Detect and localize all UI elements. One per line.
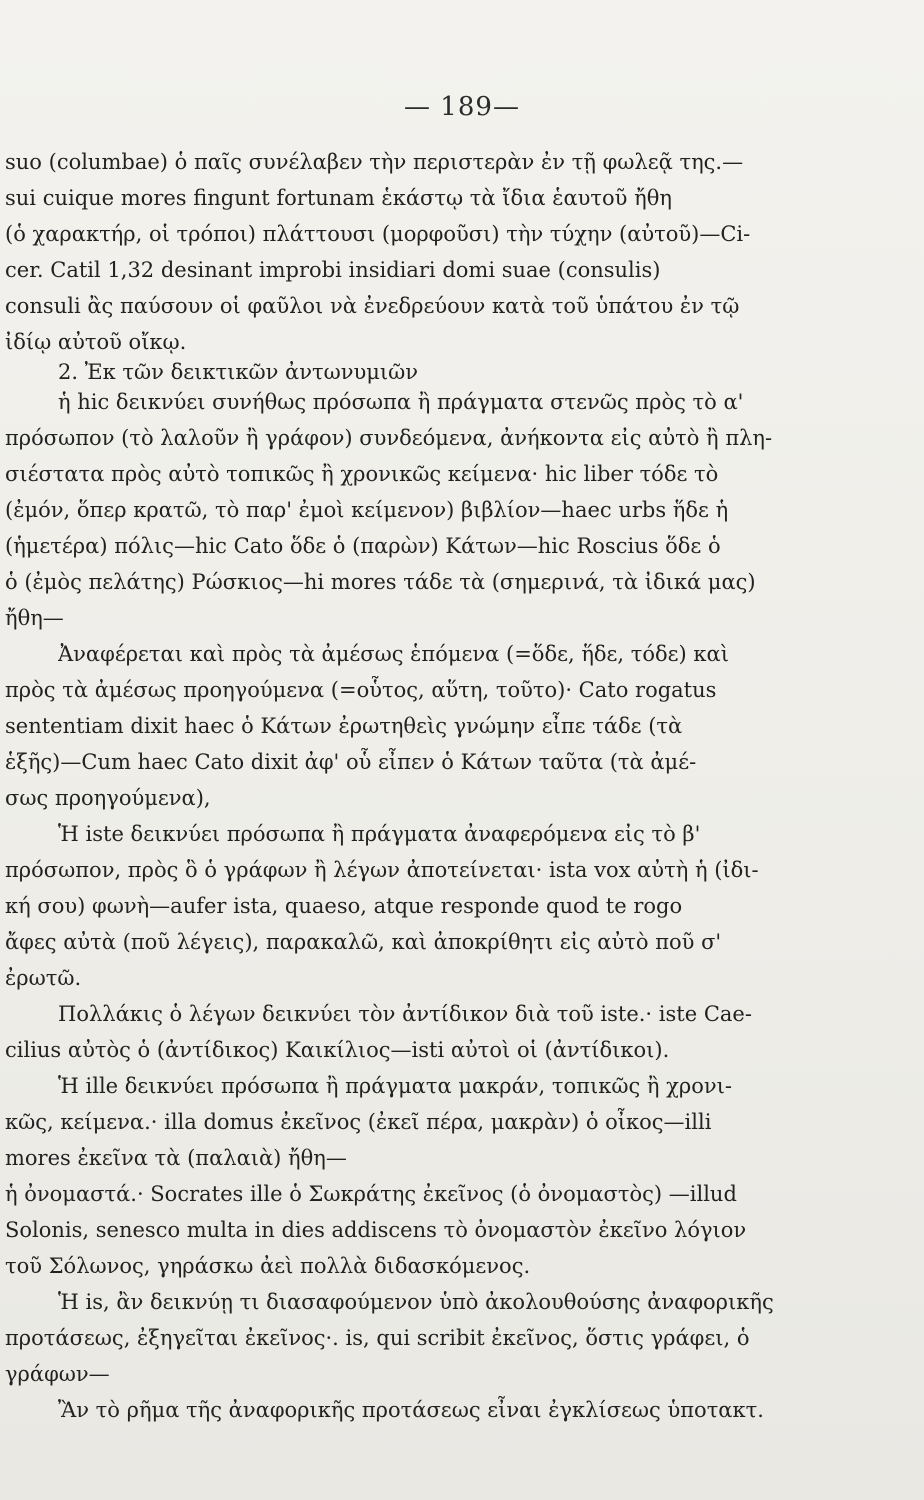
text-line: ἄφες αὐτὰ (ποῦ λέγεις), παρακαλῶ, καὶ ἀποκρίθητι εἰς αὐτὸ ποῦ σ'	[5, 930, 722, 954]
text-line: Ἂν τὸ ρῆμα τῆς ἀναφορικῆς προτάσεως εἶναι ἐγκλίσεως ὑποτακτ.	[58, 1398, 764, 1422]
text-line: suo (columbae) ὁ παῖς συνέλαβεν τὴν περιστερὰν ἐν τῇ φωλεᾷ της.—	[5, 150, 744, 174]
text-line: ἐρωτῶ.	[5, 966, 82, 990]
text-line: sui cuique mores fingunt fortunam ἑκάστῳ τὰ ἴδια ἑαυτοῦ ἤθη	[5, 186, 672, 210]
text-line: Ἡ iste δεικνύει πρόσωπα ἢ πράγματα ἀναφερόμενα εἰς τὸ β'	[58, 822, 701, 846]
text-line: γράφων—	[5, 1362, 110, 1386]
text-line: ἰδίῳ αὐτοῦ οἴκῳ.	[5, 330, 187, 354]
section-heading: 2. Ἐκ τῶν δεικτικῶν ἀντωνυμιῶν	[58, 360, 419, 384]
text-line: cer. Catil 1,32 desinant improbi insidiari domi suae (consulis)	[5, 258, 661, 282]
text-line: πρόσωπον (τὸ λαλοῦν ἢ γράφον) συνδεόμενα, ἀνήκοντα εἰς αὐτὸ ἢ πλη-	[5, 426, 773, 450]
text-line: mores ἐκεῖνα τὰ (παλαιὰ) ἤθη—	[5, 1146, 347, 1170]
text-line: Ἀναφέρεται καὶ πρὸς τὰ ἀμέσως ἑπόμενα (=ὅδε, ἥδε, τόδε) καὶ	[58, 642, 729, 666]
text-line: (ἐμόν, ὅπερ κρατῶ, τὸ παρ' ἐμοὶ κείμενον) βιβλίον—haec urbs ἥδε ἡ	[5, 498, 729, 522]
text-line: σιέστατα πρὸς αὐτὸ τοπικῶς ἢ χρονικῶς κείμενα· hic liber τόδε τὸ	[5, 462, 719, 486]
text-line: προτάσεως, ἐξηγεῖται ἐκεῖνος·. is, qui scribit ἐκεῖνος, ὅστις γράφει, ὁ	[5, 1326, 750, 1350]
text-line: τοῦ Σόλωνος, γηράσκω ἀεὶ πολλὰ διδασκόμενος.	[5, 1254, 531, 1278]
text-line: ὁ (ἐμὸς πελάτης) Ρώσκιος—hi mores τάδε τὰ (σημερινά, τὰ ἰδικά μας)	[5, 570, 756, 594]
text-line: cilius αὐτὸς ὁ (ἀντίδικος) Καικίλιος—isti αὐτοὶ οἱ (ἀντίδικοι).	[5, 1038, 670, 1062]
page-number: — 189—	[404, 92, 520, 122]
text-line: πρόσωπον, πρὸς ὃ ὁ γράφων ἢ λέγων ἀποτείνεται· ista vox αὐτὴ ἡ (ἰδι-	[5, 858, 759, 882]
text-line: πρὸς τὰ ἀμέσως προηγούμενα (=οὗτος, αὕτη, τοῦτο)· Cato rogatus	[5, 678, 717, 702]
text-line: sententiam dixit haec ὁ Κάτων ἐρωτηθεὶς γνώμην εἶπε τάδε (τὰ	[5, 714, 683, 738]
text-line: ἤθη—	[5, 606, 64, 630]
text-line: σως προηγούμενα),	[5, 786, 211, 810]
text-line: κή σου) φωνὴ—aufer ista, quaeso, atque responde quod te rogo	[5, 894, 683, 918]
text-line: ἑξῆς)—Cum haec Cato dixit ἀφ' οὗ εἶπεν ὁ Κάτων ταῦτα (τὰ ἀμέ-	[5, 750, 697, 774]
text-line: Ἡ is, ἂν δεικνύῃ τι διασαφούμενον ὑπὸ ἀκολουθούσης ἀναφορικῆς	[58, 1290, 774, 1314]
text-line: ἡ hic δεικνύει συνήθως πρόσωπα ἢ πράγματα στενῶς πρὸς τὸ α'	[58, 390, 744, 414]
text-line: κῶς, κείμενα.· illa domus ἐκεῖνος (ἐκεῖ πέρα, μακρὰν) ὁ οἶκος—illi	[5, 1110, 712, 1134]
text-line: (ὁ χαρακτήρ, οἱ τρόποι) πλάττουσι (μορφοῦσι) τὴν τύχην (αὐτοῦ)—Ci-	[5, 222, 751, 246]
text-line: (ἡμετέρα) πόλις—hic Cato ὅδε ὁ (παρὼν) Κάτων—hic Roscius ὅδε ὁ	[5, 534, 721, 558]
text-line: Πολλάκις ὁ λέγων δεικνύει τὸν ἀντίδικον διὰ τοῦ iste.· iste Cae-	[58, 1002, 752, 1026]
text-line: Solonis, senesco multa in dies addiscens τὸ ὀνομαστὸν ἐκεῖνο λόγιον	[5, 1218, 747, 1242]
text-line: ἡ ὀνομαστά.· Socrates ille ὁ Σωκράτης ἐκεῖνος (ὁ ὀνομαστὸς) —illud	[5, 1182, 737, 1206]
text-line: Ἡ ille δεικνύει πρόσωπα ἢ πράγματα μακράν, τοπικῶς ἢ χρονι-	[58, 1074, 732, 1098]
text-line: consuli ἂς παύσουν οἱ φαῦλοι νὰ ἐνεδρεύουν κατὰ τοῦ ὑπάτου ἐν τῷ	[5, 294, 740, 318]
